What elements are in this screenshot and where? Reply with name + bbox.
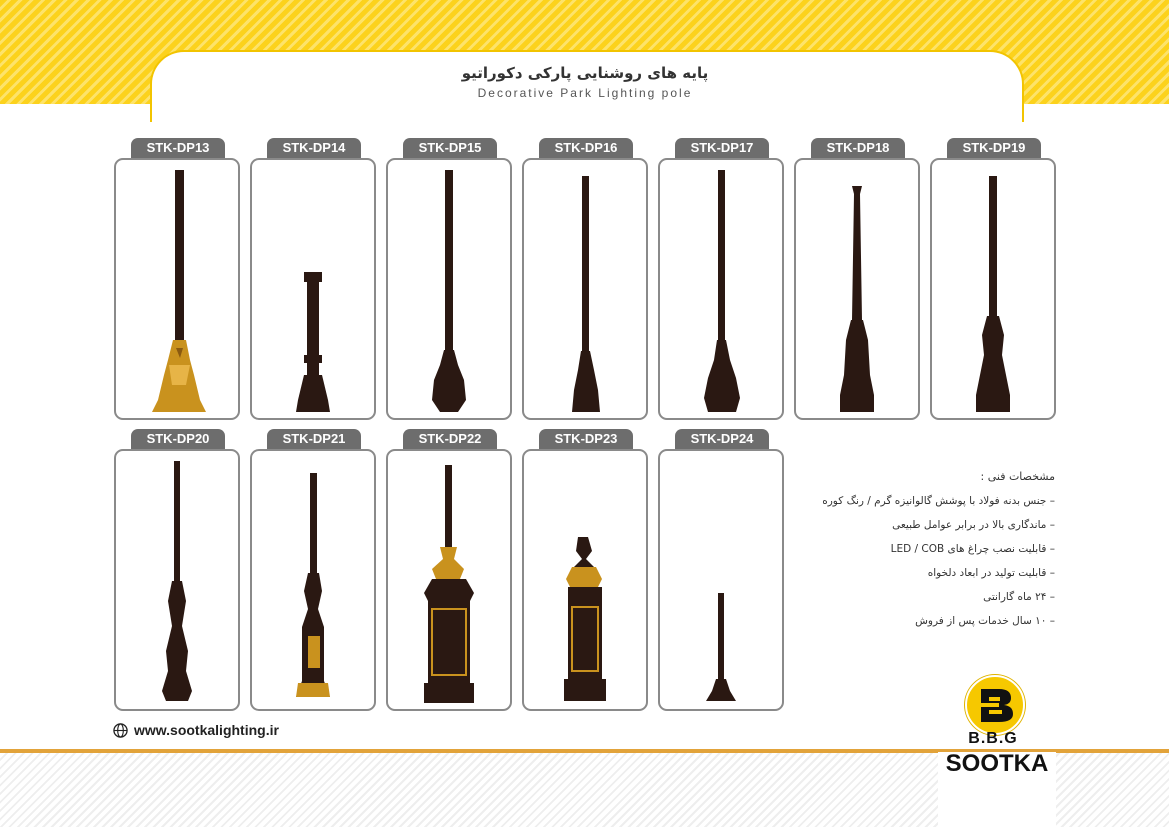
pole-image-dp20 [116, 451, 238, 709]
product-card-dp16[interactable] [522, 158, 648, 420]
pole-image-dp22 [388, 451, 510, 709]
product-card-dp20[interactable] [114, 449, 240, 711]
pole-image-dp24 [660, 451, 782, 709]
bbg-logo-icon [965, 675, 1025, 735]
product-code-label: STK-DP19 [947, 138, 1041, 158]
product-card-dp14[interactable] [250, 158, 376, 420]
page-title-english: Decorative Park Lighting pole [477, 86, 693, 100]
spec-item: – ۲۴ ماه گارانتی [983, 591, 1055, 603]
product-code-label: STK-DP17 [675, 138, 769, 158]
product-code-label: STK-DP14 [267, 138, 361, 158]
product-card-dp22[interactable] [386, 449, 512, 711]
spec-item: – قابلیت تولید در ابعاد دلخواه [927, 567, 1055, 579]
technical-specs [800, 470, 1055, 639]
product-code-label: STK-DP21 [267, 429, 361, 449]
pole-image-dp19 [932, 160, 1054, 418]
product-code-label: STK-DP24 [675, 429, 769, 449]
pole-image-dp21 [252, 451, 374, 709]
product-code-label: STK-DP23 [539, 429, 633, 449]
website-row [113, 722, 279, 738]
product-card-dp13[interactable] [114, 158, 240, 420]
logo-bbg-text: B.B.G [968, 730, 1018, 747]
spec-item: – جنس بدنه فولاد با پوشش گالوانیزه گرم / رنگ کوره [822, 495, 1055, 507]
product-code-label: STK-DP13 [131, 138, 225, 158]
product-card-dp24[interactable] [658, 449, 784, 711]
pole-image-dp16 [524, 160, 646, 418]
spec-item: – ماندگاری بالا در برابر عوامل طبیعی [892, 519, 1055, 531]
page-title-persian: پایه های روشنایی پارکی دکوراتیو [461, 64, 709, 82]
product-code-label: STK-DP16 [539, 138, 633, 158]
globe-icon [113, 723, 128, 738]
logo-brand-name: SOOTKA [945, 750, 1049, 777]
product-code-label: STK-DP20 [131, 429, 225, 449]
product-card-dp21[interactable] [250, 449, 376, 711]
product-code-label: STK-DP18 [811, 138, 905, 158]
product-code-label: STK-DP22 [403, 429, 497, 449]
product-code-label: STK-DP15 [403, 138, 497, 158]
pole-image-dp23 [524, 451, 646, 709]
product-card-dp19[interactable] [930, 158, 1056, 420]
website-link[interactable]: www.sootkalighting.ir [134, 722, 279, 738]
product-card-dp23[interactable] [522, 449, 648, 711]
pole-image-dp17 [660, 160, 782, 418]
product-card-dp17[interactable] [658, 158, 784, 420]
product-card-dp15[interactable] [386, 158, 512, 420]
pole-image-dp18 [796, 160, 918, 418]
specs-heading: مشخصات فنی : [980, 470, 1055, 483]
spec-item: – ۱۰ سال خدمات پس از فروش [915, 615, 1055, 627]
spec-item: – قابلیت نصب چراغ های LED / COB [890, 543, 1055, 555]
pole-image-dp15 [388, 160, 510, 418]
pole-image-dp13 [116, 160, 238, 418]
pole-image-dp14 [252, 160, 374, 418]
product-card-dp18[interactable] [794, 158, 920, 420]
